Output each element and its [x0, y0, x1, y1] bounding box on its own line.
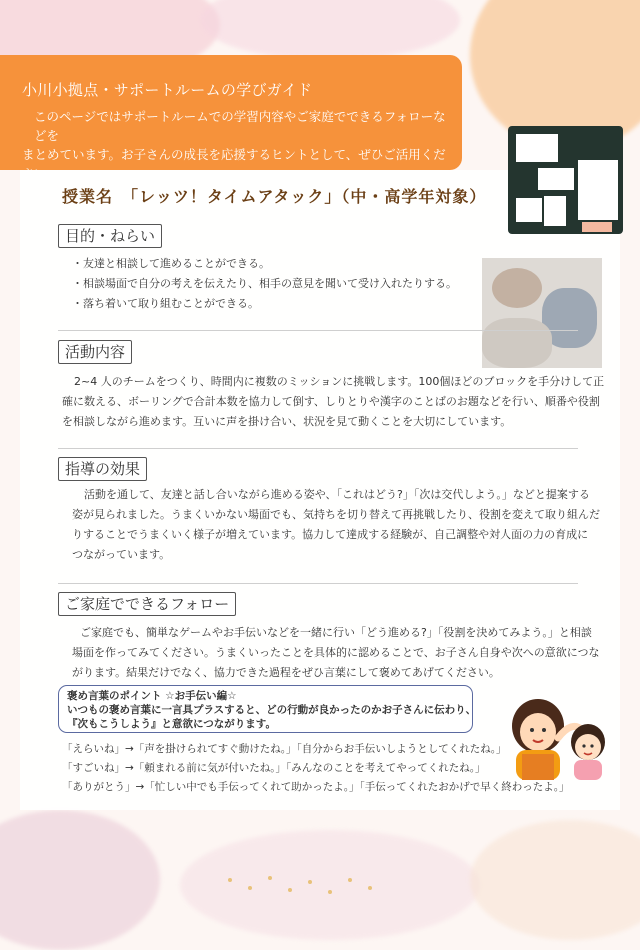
praise-point-line: いつもの褒め言葉に一言具プラスすると、どの行動が良かったのかお子さんに伝わり、	[67, 704, 477, 716]
paragraph-line: 場面を作ってみてください。うまくいったことを具体的に認めることで、お子さん自身や次への意欲につな	[72, 646, 600, 659]
praise-point-title: 褒め言葉のポイント ☆お手伝い編☆	[67, 690, 237, 702]
paragraph-line: を相談しながら進めます。互いに声を掛け合い、状況を見て動くことを大切にしています。	[62, 415, 512, 428]
list-item: ・友達と相談して進めることができる。	[72, 257, 270, 270]
section-heading-aims: 目的・ねらい	[58, 224, 162, 248]
section-heading-activity: 活動内容	[58, 340, 132, 364]
class-title: 授業名 「レッツ！タイムアタック」（中・高学年対象）	[62, 187, 487, 206]
decor-blob-top-mid	[200, 0, 460, 60]
paragraph-line: 活動を通して、友達と話し合いながら進める姿や、「これはどう?」「次は交代しよう。」などと提案する	[84, 488, 590, 501]
paragraph-line: 姿が見られました。うまくいかない場面でも、気持ちを切り替えて再挑戦したり、役割を変えて取り組んだ	[72, 508, 600, 521]
paragraph-line: がります。結果だけでなく、協力できた過程をぜひ言葉にして褒めてあげてください。	[72, 666, 500, 679]
list-item: 「ありがとう」→「忙しい中でも手伝ってくれて助かったよ。」「手伝ってくれたおかげで早く終わったよ。」	[62, 781, 570, 793]
activity-text	[62, 372, 604, 432]
paragraph-line: ご家庭でも、簡単なゲームやお手伝いなどを一緒に行い「どう進める?」「役割を決めてみよう。」と相談	[80, 626, 592, 639]
section-heading-home: ご家庭でできるフォロー	[58, 592, 236, 616]
decor-blob-bottom-left	[0, 810, 160, 950]
effects-text	[72, 485, 600, 565]
divider	[58, 583, 578, 584]
intro-line-1: このページではサポートルームでの学習内容やご家庭でできるフォローなどを	[34, 109, 446, 143]
page-title: 小川小拠点・サポートルームの学びガイド	[22, 81, 313, 99]
classroom-photo	[508, 126, 623, 234]
aims-list	[72, 254, 457, 314]
home-text	[72, 623, 600, 683]
praise-examples	[62, 740, 569, 797]
intro-line-2: まとめています。お子さんの成長を応援するヒントとして、ぜひご活用ください。	[22, 147, 446, 181]
parent-child-illustration	[500, 690, 620, 780]
intro-text	[22, 107, 452, 183]
paragraph-line: 2~4 人のチームをつくり、時間内に複数のミッションに挑戦します。100個ほどのブロックを手分けして正	[74, 375, 605, 388]
list-item: 「えらいね」→「声を掛けられてすぐ動けたね。」「自分からお手伝いしようとしてくれたね。」	[62, 743, 507, 755]
divider	[58, 330, 578, 331]
paragraph-line: 確に数える、ボーリングで合計本数を協力して倒す、しりとりや漢字のことばのお題などを行い、順番や役割	[62, 395, 600, 408]
paragraph-line: つながっています。	[72, 548, 171, 561]
dots-decoration	[220, 870, 420, 900]
header-banner	[0, 55, 462, 181]
paragraph-line: りすることでうまくいく様子が増えています。協力して達成する経験が、自己調整や対人面の力の育成に	[72, 528, 589, 541]
divider	[58, 448, 578, 449]
list-item: ・落ち着いて取り組むことができる。	[72, 297, 259, 310]
activity-photo	[482, 258, 602, 368]
praise-point-box	[58, 685, 477, 733]
list-item: 「すごいね」→「頼まれる前に気が付いたね。」「みんなのことを考えてやってくれたね。」	[62, 762, 486, 774]
decor-blob-bottom-right	[470, 820, 640, 940]
section-heading-effects: 指導の効果	[58, 457, 147, 481]
list-item: ・相談場面で自分の考えを伝えたり、相手の意見を聞いて受け入れたりする。	[72, 277, 457, 290]
praise-point-line: 『次もこうしよう』と意欲につながります。	[67, 718, 276, 730]
